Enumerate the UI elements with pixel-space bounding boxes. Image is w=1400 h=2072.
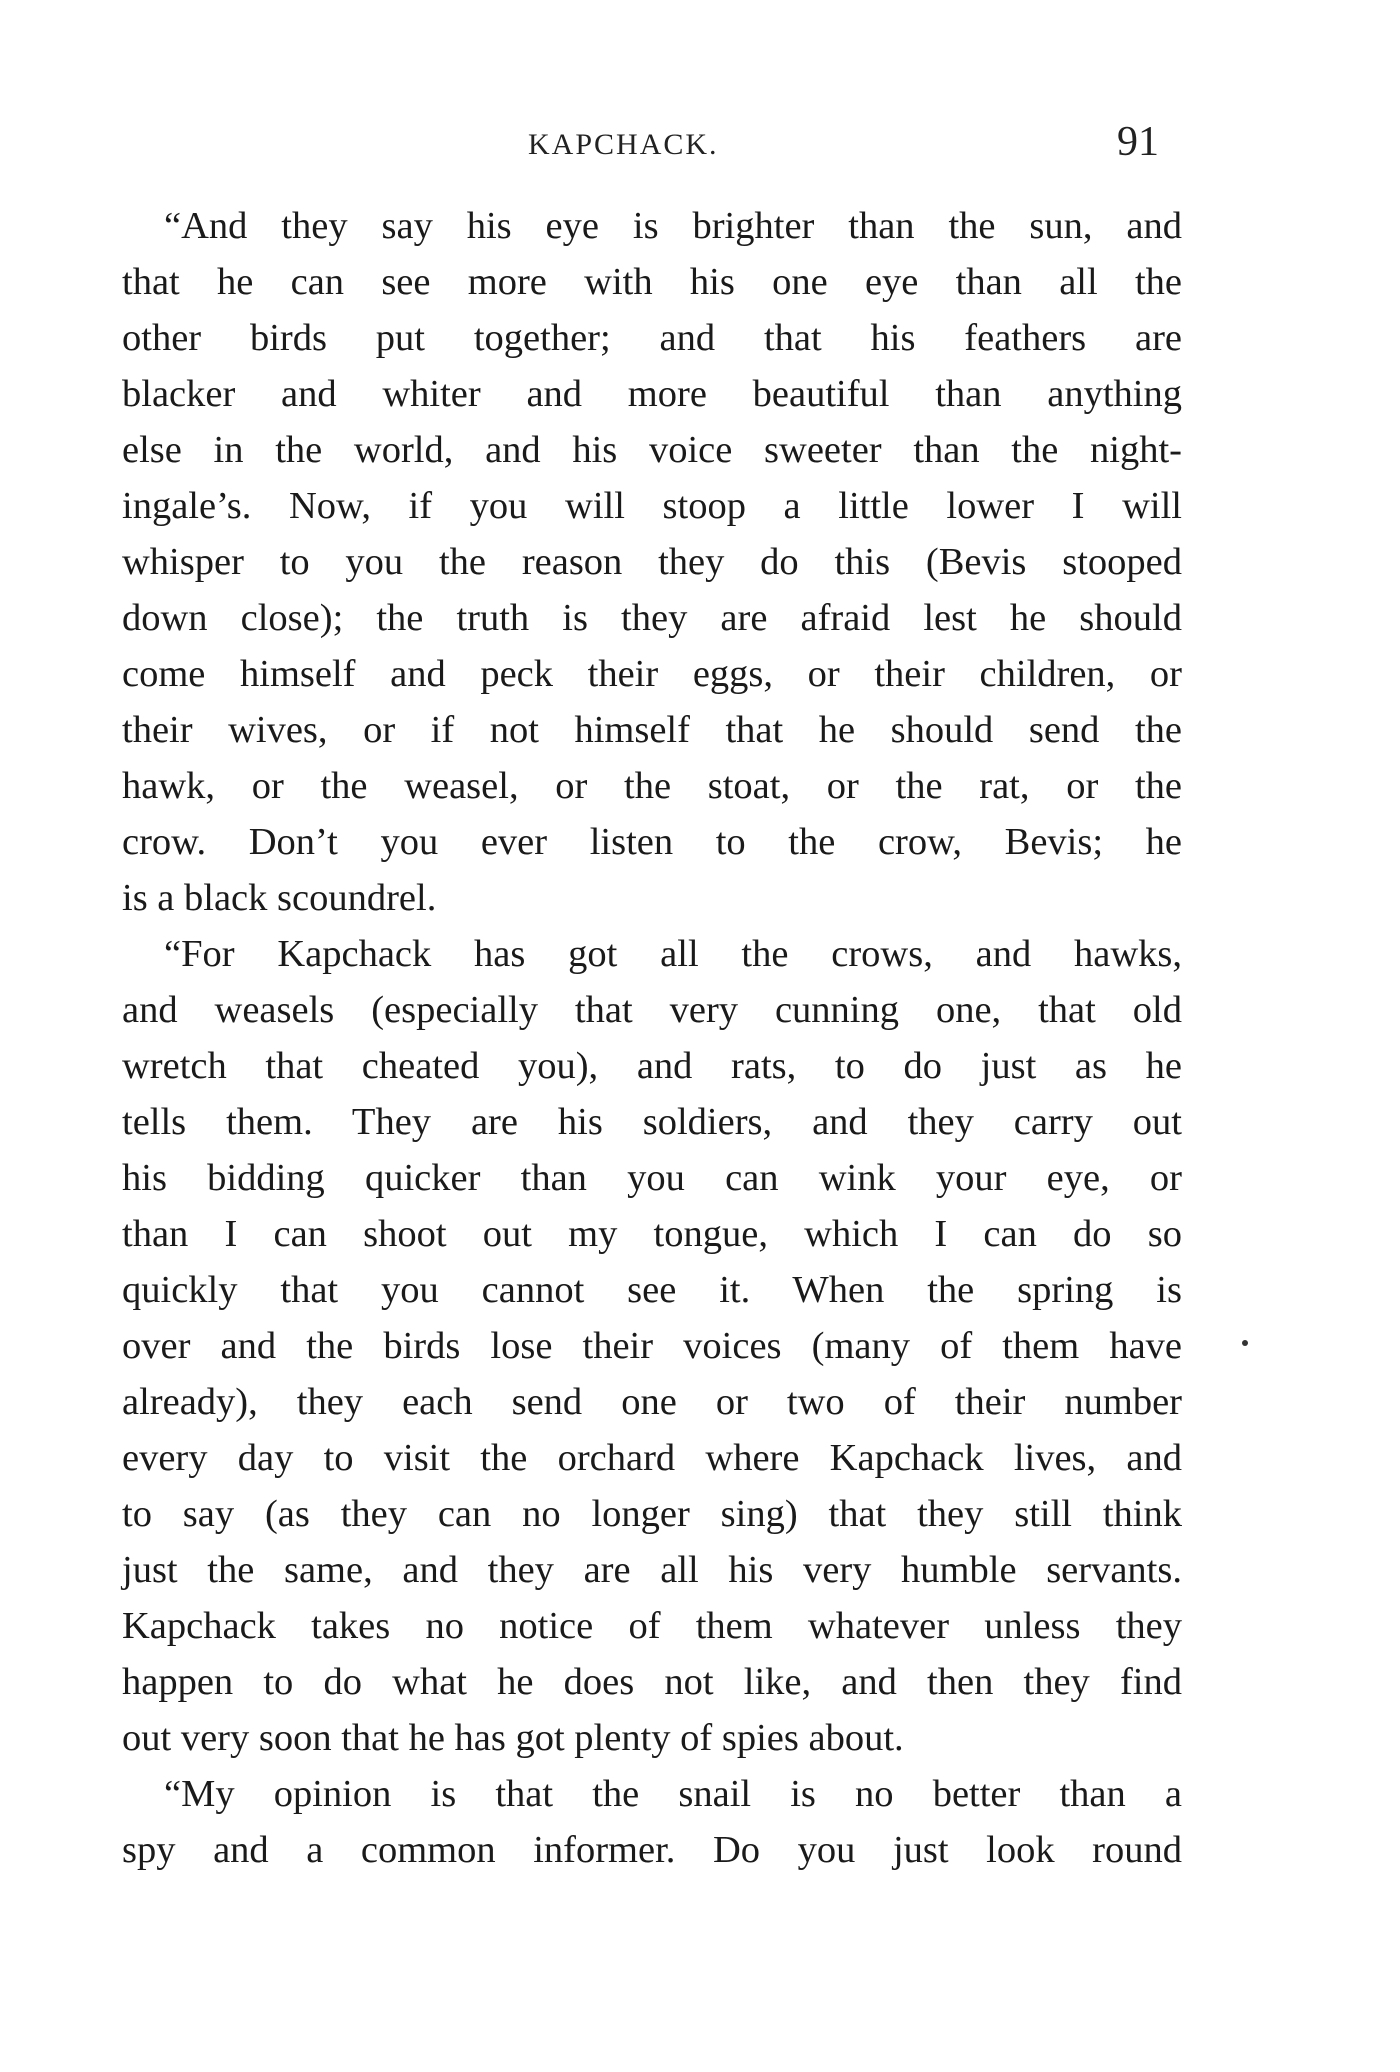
text-line: “My opinion is that the snail is no better than a xyxy=(164,1773,1182,1815)
text-line: happen to do what he does not like, and then they find xyxy=(122,1661,1182,1703)
text-line: whisper to you the reason they do this (Bevis stooped xyxy=(122,541,1182,583)
page-number: 91 xyxy=(1117,119,1159,165)
text-line: Kapchack takes no notice of them whatever unless they xyxy=(122,1605,1182,1647)
text-line: already), they each send one or two of their number xyxy=(122,1381,1182,1423)
text-line: ingale’s. Now, if you will stoop a little lower I will xyxy=(122,485,1182,527)
text-line: their wives, or if not himself that he should send the xyxy=(122,709,1182,751)
text-line: out very soon that he has got plenty of spies about. xyxy=(122,1717,904,1759)
ink-speck xyxy=(1242,1340,1248,1346)
running-title: KAPCHACK. xyxy=(528,128,719,161)
running-head xyxy=(0,118,1400,178)
text-line: else in the world, and his voice sweeter than the night- xyxy=(122,429,1182,471)
paragraph-2 xyxy=(122,926,1182,1766)
text-line: “For Kapchack has got all the crows, and hawks, xyxy=(164,933,1182,975)
text-line: quickly that you cannot see it. When the spring is xyxy=(122,1269,1182,1311)
text-line: “And they say his eye is brighter than the sun, and xyxy=(164,205,1182,247)
text-line: to say (as they can no longer sing) that they still think xyxy=(122,1493,1182,1535)
text-line: his bidding quicker than you can wink your eye, or xyxy=(122,1157,1182,1199)
text-line: just the same, and they are all his very humble servants. xyxy=(122,1549,1182,1591)
text-line: blacker and whiter and more beautiful than anything xyxy=(122,373,1182,415)
text-line: over and the birds lose their voices (many of them have xyxy=(122,1325,1182,1367)
text-line: every day to visit the orchard where Kapchack lives, and xyxy=(122,1437,1182,1479)
text-line: wretch that cheated you), and rats, to do just as he xyxy=(122,1045,1182,1087)
text-line: than I can shoot out my tongue, which I can do so xyxy=(122,1213,1182,1255)
text-line: and weasels (especially that very cunning one, that old xyxy=(122,989,1182,1031)
text-line: is a black scoundrel. xyxy=(122,877,437,919)
paragraph-1 xyxy=(122,198,1182,926)
text-line: other birds put together; and that his feathers are xyxy=(122,317,1182,359)
text-line: down close); the truth is they are afraid lest he should xyxy=(122,597,1182,639)
text-line: tells them. They are his soldiers, and they carry out xyxy=(122,1101,1182,1143)
paragraph-3 xyxy=(122,1766,1182,1878)
text-line: that he can see more with his one eye than all the xyxy=(122,261,1182,303)
text-line: spy and a common informer. Do you just look round xyxy=(122,1829,1182,1871)
text-line: hawk, or the weasel, or the stoat, or the rat, or the xyxy=(122,765,1182,807)
text-line: crow. Don’t you ever listen to the crow, Bevis; he xyxy=(122,821,1182,863)
text-line: come himself and peck their eggs, or their children, or xyxy=(122,653,1182,695)
body-text xyxy=(122,198,1182,1878)
